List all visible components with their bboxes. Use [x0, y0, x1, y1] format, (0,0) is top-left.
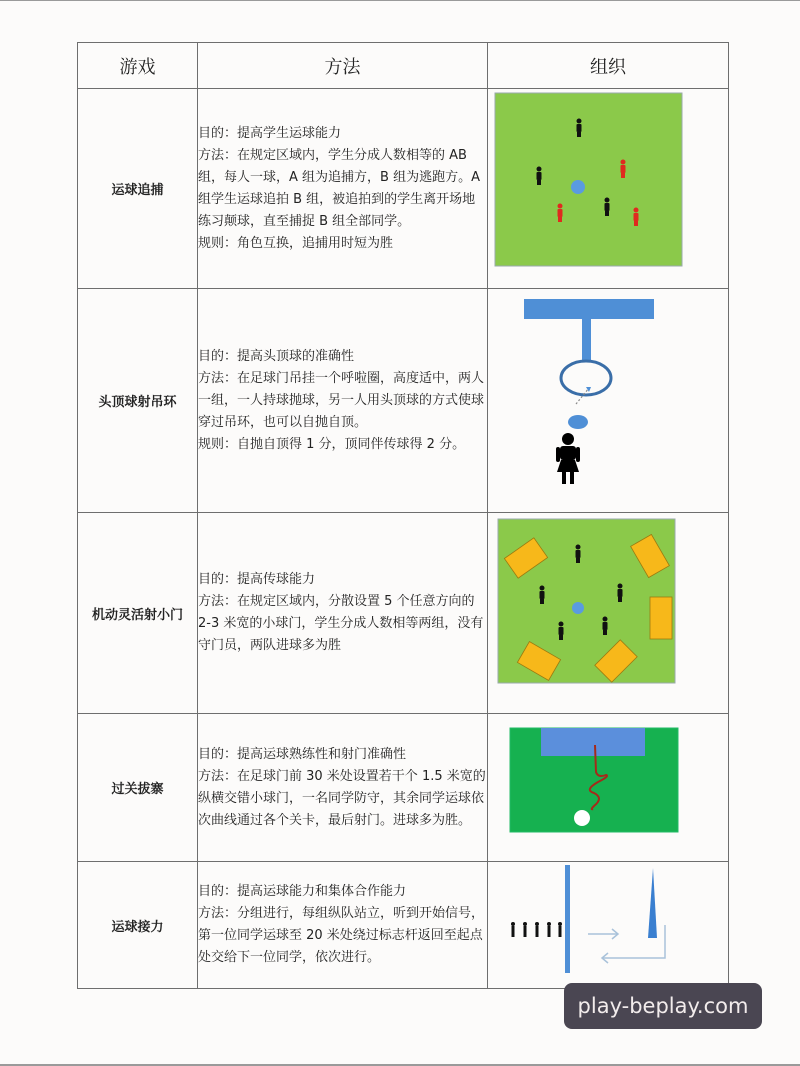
organization-diagram-cell — [488, 513, 729, 714]
table-row — [78, 862, 729, 989]
method-description: 方法：在规定区域内，学生分成人数相等的 AB 组，每人一球，A 组为追捕方，B 组为逃跑方。A 组学生运球追拍 B 组，被追拍到的学生离开场地练习颠球，直至捕捉 B 组全部同学。 — [198, 147, 480, 229]
organization-diagram-cell — [488, 862, 729, 989]
game-name: 头顶球射吊环 — [78, 289, 198, 513]
game-name: 过关拔寨 — [78, 714, 198, 862]
chase-field-diagram — [488, 89, 729, 288]
method-purpose: 目的：提高头顶球的准确性 — [198, 348, 355, 364]
header-game: 游戏 — [78, 43, 198, 89]
mini-goals-diagram — [488, 513, 729, 713]
method-purpose: 目的：提高传球能力 — [198, 572, 316, 587]
organization-diagram-cell — [488, 89, 729, 289]
table-row — [78, 289, 729, 513]
method-rule: 规则：自抛自顶得 1 分，顶同伴传球得 2 分。 — [198, 436, 466, 452]
game-method — [198, 89, 488, 289]
relay-diagram — [488, 862, 729, 988]
organization-diagram-cell — [488, 714, 729, 862]
method-purpose: 目的：提高学生运球能力 — [198, 125, 342, 141]
arrow-right-icon — [588, 929, 618, 939]
games-table — [77, 42, 729, 989]
game-method — [198, 513, 488, 714]
method-purpose: 目的：提高运球熟练性和射门准确性 — [198, 746, 407, 762]
watermark: play-beplay.com — [564, 983, 762, 1029]
header-organization: 组织 — [488, 43, 729, 89]
header-method: 方法 — [198, 43, 488, 89]
table-row — [78, 513, 729, 714]
game-method — [198, 289, 488, 513]
table-header-row — [78, 43, 729, 89]
method-description: 方法：在足球门前 30 米处设置若干个 1.5 米宽的纵横交错小球门，一名同学防守，其余同学运球依次曲线通过各个关卡，最后射门。进球多为胜。 — [198, 768, 486, 828]
game-method — [198, 714, 488, 862]
player-line-icon — [511, 922, 562, 937]
table-row — [78, 714, 729, 862]
organization-diagram-cell — [488, 289, 729, 513]
method-description: 方法：在足球门吊挂一个呼啦圈，高度适中，两人一组，一人持球抛球，另一人用头顶球的方式使球穿过吊环，也可以自抛自顶。 — [198, 370, 485, 430]
method-description: 方法：分组进行，每组纵队站立，听到开始信号，第一位同学运球至 20 米处绕过标志杆返回至起点处交给下一位同学，依次进行。 — [198, 906, 485, 965]
player-female-icon — [556, 433, 580, 484]
hoop-header-diagram — [488, 289, 729, 512]
top-border-line — [0, 0, 800, 1]
method-purpose: 目的：提高运球能力和集体合作能力 — [198, 884, 407, 899]
obstacle-dribble-diagram — [488, 714, 729, 861]
method-rule: 规则：角色互换，追捕用时短为胜 — [198, 235, 394, 251]
game-name: 运球接力 — [78, 862, 198, 989]
game-method — [198, 862, 488, 989]
method-description: 方法：在规定区域内，分散设置 5 个任意方向的 2-3 米宽的小球门，学生分成人数相等两组，没有守门员，两队进球多为胜 — [198, 594, 484, 653]
game-name: 运球追捕 — [78, 89, 198, 289]
table-row — [78, 89, 729, 289]
game-name: 机动灵活射小门 — [78, 513, 198, 714]
